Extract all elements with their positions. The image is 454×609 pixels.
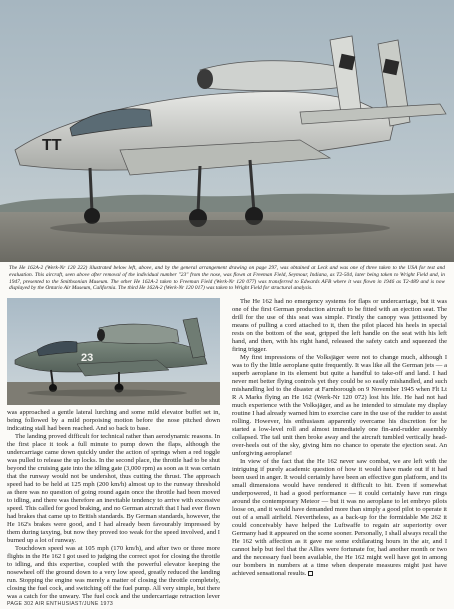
article-paragraph: My first impressions of the Volksjäger were not to change much, although I was to fly the little aeroplane quite frequently. It was like all the German jets — a superb aeroplane in its element but quite a handful to take-off and land. I had never met better flying controls yet they could be so easily mishandled, and such mishandling led to the disaster at Farnborough on 9 November 1945 when Flt Lt R A Marks flying an He 162 (Werk-Nr 120 072) lost his life. He had not had much experience with the Volksjäger, and as he intended to simulate my display routine I had already warned him to exercise care in the use of the rudder to assist rolling. However, his enthusiasm apparently overcame his discretion for he started a low-level roll and almost immediately one fin-and-rudder assembly collapsed. The tail unit then broke away and the aircraft tumbled vertically head-over-heels out of the sky, giving him no chance to operate the ejection seat. An unforgiving aeroplane! (232, 354, 447, 457)
article-paragraph: The landing proved difficult for technical rather than aerodynamic reasons. In the first place it took a full minute to pump down the flaps, although the undercarriage came down quickly under the action of springs when a red toggle was pulled to release the up locks. In the second place, the throttle had to be shut beyond the cruising gate into the idling gate (3,000 rpm) as soon as it was certain that the runway would not be undershot, thus cutting the thrust. The approach speed had to be held at 125 mph (200 km/h) almost up to the runway threshold as there was no question of going round again once the throttle had been moved to idling, and there was therefore an inevitable tendency to arrive with excessive speed. This called for good braking, and no German aircraft that I had ever flown had brakes that came up to British standards. By German standards, however, the He 162's brakes were good, and I had already been favourably impressed by them during taxying, but now they proved too weak for the speed involved, and I burned up a lot of runway. (7, 433, 220, 544)
article-paragraph-final-text: In view of the fact that the He 162 never saw combat, we are left with the intriguing if purely academic question of how it would have made out if it had been used in anger. It would certainly have been an effective gun platform, and its small dimensions would have rendered it difficult to hit. Even if somewhat underpowered, it had a good performance — it could certainly have run rings around the contemporary Meteor — but it was no aeroplane to let embryo pilots loose on, and it would have demanded more than simply a good pilot to operate it out of a small airfield. Nevertheless, as a back-up for the formidable Me 262 it could conceivably have helped the Luftwaffe to regain air superiority over Germany had it appeared on the scene sooner. Personally, I shall always recall the He 162 with affection as it gave me some exhilarating hours in the air, and I cannot help but feel that the Allies were fortunate for, had another month or two and the necessary fuel been available, the He 162 might well have got in among our bombers in numbers at a time when desperate measures might just have achieved sensational results. (232, 458, 447, 577)
photo-he162-rear-view (0, 0, 454, 262)
photo-he162-side-view (7, 298, 220, 405)
article-paragraph: The He 162 had no emergency systems for flaps or undercarriage, but it was one of the first German production aircraft to be fitted with an ejection seat. The drill for the use of this seat was simple. Firstly the canopy was jettisoned by means of pulling a cord attached to it, then the pilot placed his heels in special rests on the bottom of the seat, gripped the left handle on the seat with his left hand, and then, with his right hand, released the safety catch and squeezed the firing trigger. (232, 298, 447, 353)
he162-side-photo-illustration (7, 298, 220, 405)
photo-nose-number: 23 (81, 352, 94, 364)
article-column-left (7, 409, 220, 599)
article-column-right (232, 298, 447, 599)
end-of-article-mark (308, 571, 313, 576)
photo-nose-code: TT (42, 137, 62, 154)
photo-caption: The He 162A-2 (Werk-Nr 120 222) illustrated below left, above, and by the general arrangement drawing on page 297, was obtained at Leck and was one of three taken to the USA for test and evaluation. This aircraft, seen above after removal of the individual number "23" from the nose, was flown at Freeman Field, Seymour, Indiana, as T2-504, later being taken to Wright Field and, in 1947, presented to the Smithsonian Museum. The other He 162A-2 taken to Freeman Field (Werk-Nr 120 077) was transferred to Edwards AFB where it was flown in 1946 as T2-489 and is now displayed by the Ontario Air Museum, California. The third He 162A-2 (Werk-Nr 120 017) was taken to Wright Field for structural analysis. (9, 265, 445, 292)
article-paragraph-final (232, 458, 447, 578)
page-folio: PAGE 302 AIR ENTHUSIAST/JUNE 1973 (7, 601, 114, 607)
he162-rear-photo-illustration (0, 0, 454, 262)
article-paragraph: Touchdown speed was at 105 mph (170 km/h), and after two or three more flights in the He 162 I got used to judging the correct spot for closing the throttle to idling, and this expertise, coupled with the powerful elevator keeping the nosewheel off the ground down to a very low speed, greatly reduced the landing run. Stopping the engine was merely a matter of closing the throttle completely, closing the fuel cock, and switching off the fuel pump. All very simple, but there was a catch for the unwary. The fuel cock and the undercarriage retraction lever (7, 545, 220, 599)
article-paragraph: was approached a gentle lateral lurching and some mild elevator buffet set in, being followed by a mild porpoising motion before the nose pitched down indicating stall had been reached. And so back to base. (7, 409, 220, 432)
